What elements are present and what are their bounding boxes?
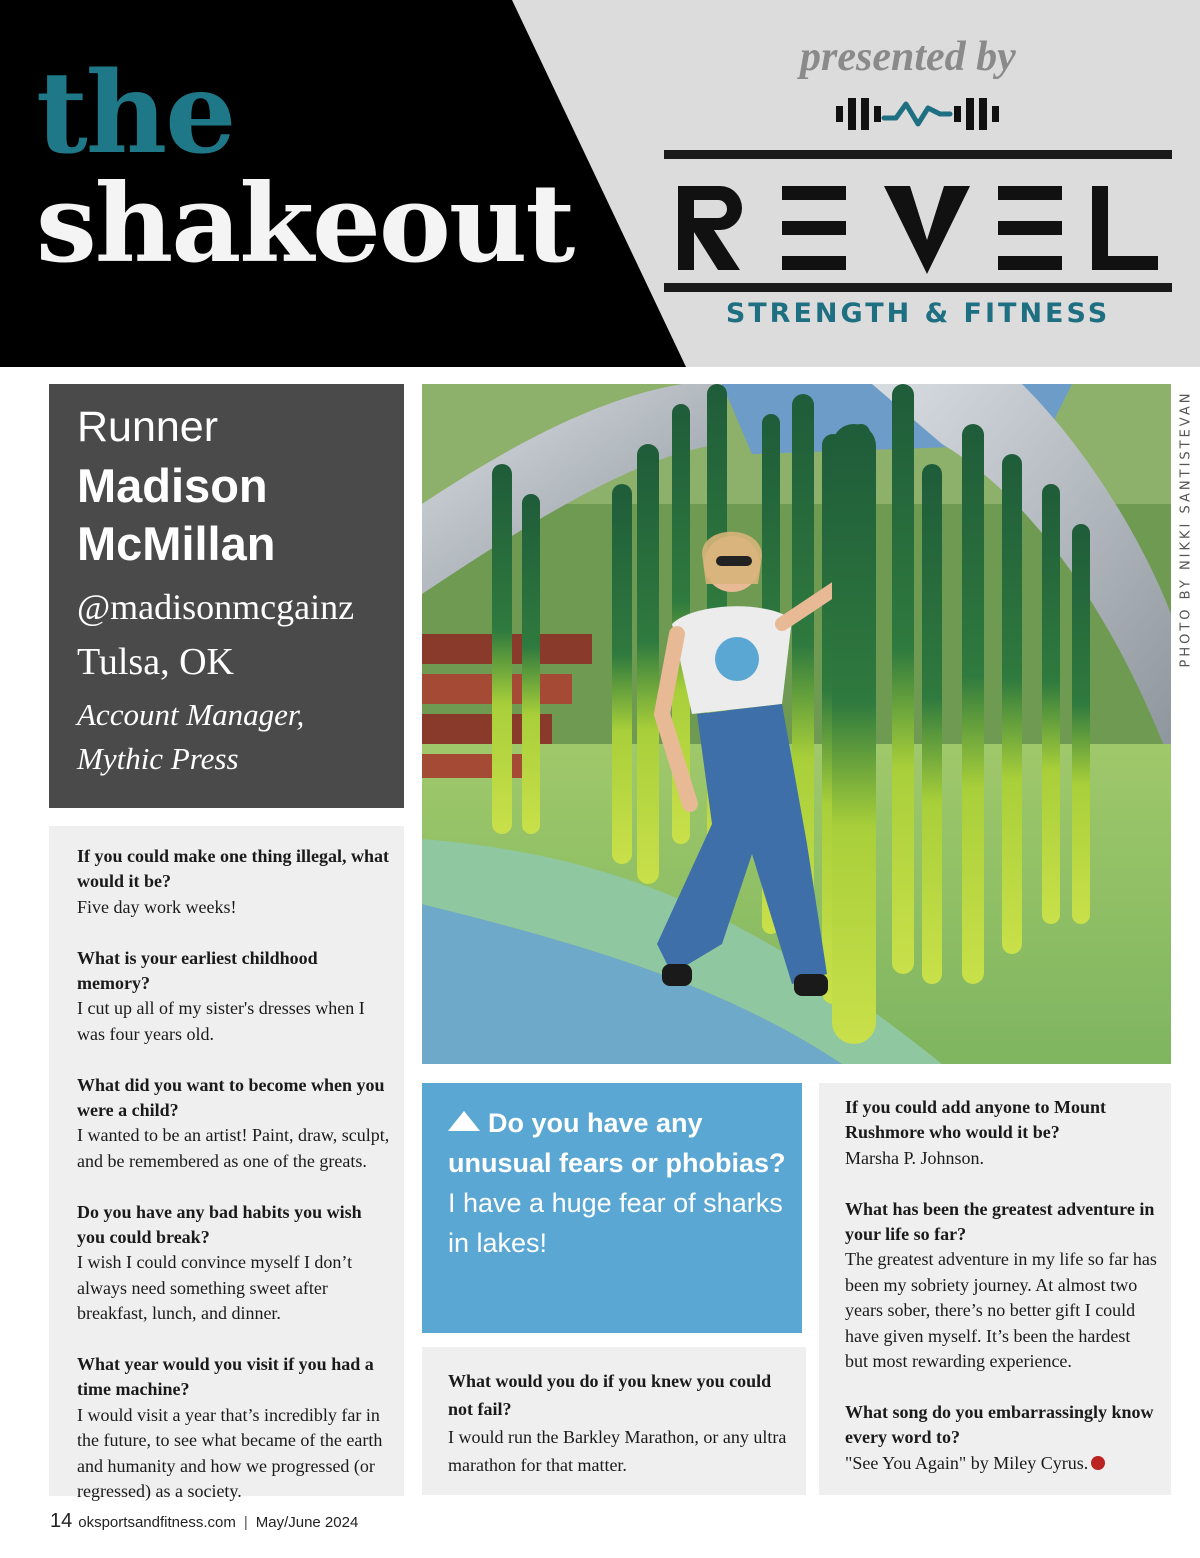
callout-answer: I have a huge fear of sharks in lakes! <box>448 1188 783 1258</box>
page-footer <box>50 1511 358 1533</box>
photo-credit <box>1172 384 1200 674</box>
qa-item <box>77 844 394 920</box>
profile-job-title: Account Manager, <box>77 697 305 733</box>
qa-column-left <box>49 826 404 1502</box>
qa-answer: I would visit a year that’s incredibly far in the future, to see what became of the earth and humanity and how we progressed (or regressed) as a society. <box>77 1404 383 1502</box>
photo-credit-text: PHOTO BY NIKKI SANTISTEVAN <box>1178 390 1194 668</box>
revel-pulse-icon <box>834 96 1004 132</box>
end-of-story-icon <box>1091 1456 1105 1470</box>
profile-last-name: McMillan <box>77 517 276 571</box>
qa-question: If you could add anyone to Mount Rushmore who would it be? <box>845 1097 1107 1143</box>
qa-answer: I wish I could convince myself I don’t always need something sweet after breakfast, lunch, and dinner. <box>77 1252 353 1324</box>
profile-photo <box>422 384 1171 1064</box>
callout-question-text: Do you have any unusual fears or phobias? <box>448 1108 786 1178</box>
column-title-the: the <box>36 48 235 179</box>
profile-first-name: Madison <box>77 459 268 513</box>
qa-answer-text: "See You Again" by Miley Cyrus. <box>845 1452 1089 1473</box>
callout-question <box>448 1103 788 1183</box>
revel-top-rule <box>664 150 1172 159</box>
footer-issue: May/June 2024 <box>255 1514 359 1531</box>
profile-job <box>77 693 404 781</box>
qa-answer: I cut up all of my sister's dresses when I was four years old. <box>77 998 365 1044</box>
revel-tagline: STRENGTH & FITNESS <box>725 298 1111 329</box>
qa-question: What song do you embarrassingly know every word to? <box>845 1401 1154 1448</box>
qa-question: What would you do if you knew you could not fail? <box>448 1371 772 1419</box>
qa-answer: The greatest adventure in my life so far has been my sobriety journey. At almost two years sober, there’s no better gift I could have given myself. It’s been the hardest but most rewarding experience. <box>845 1249 1157 1372</box>
profile-handle: @madisonmcgainz <box>77 587 355 628</box>
qa-question: Do you have any bad habits you wish you could break? <box>77 1201 362 1248</box>
qa-item <box>77 946 394 1048</box>
qa-item <box>77 1352 394 1504</box>
qa-answer: I wanted to be an artist! Paint, draw, sculpt, and be remembered as one of the greats. <box>77 1125 390 1171</box>
footer-separator: | <box>243 1514 248 1531</box>
qa-item <box>845 1095 1157 1171</box>
profile-card <box>49 384 404 808</box>
featured-question-callout <box>422 1083 802 1333</box>
profile-employer: Mythic Press <box>77 741 239 777</box>
profile-name <box>77 457 404 573</box>
qa-answer: Five day work weeks! <box>77 896 237 917</box>
qa-item <box>77 1200 394 1327</box>
qa-question: What has been the greatest adventure in your life so far? <box>845 1198 1155 1245</box>
profile-city: Tulsa, OK <box>77 641 234 684</box>
qa-column-right <box>819 1083 1171 1495</box>
triangle-up-icon <box>448 1111 480 1131</box>
column-title-shakeout: shakeout <box>36 161 574 287</box>
qa-question: What year would you visit if you had a time machine? <box>77 1354 374 1400</box>
qa-item <box>845 1400 1157 1476</box>
playground-photo-illustration <box>422 384 1171 1064</box>
page-number: 14 <box>50 1510 73 1532</box>
qa-answer: I would run the Barkley Marathon, or any ultra marathon for that matter. <box>448 1427 787 1475</box>
qa-question: If you could make one thing illegal, what would it be? <box>77 846 390 892</box>
qa-question: What is your earliest childhood memory? <box>77 947 318 994</box>
qa-item <box>77 1073 394 1175</box>
header-banner <box>0 0 1200 367</box>
qa-answer: Marsha P. Johnson. <box>845 1147 985 1168</box>
qa-item <box>448 1367 788 1479</box>
qa-column-middle <box>422 1347 806 1495</box>
presented-by-text: presented by <box>800 34 1016 80</box>
qa-item <box>845 1197 1157 1375</box>
revel-bottom-rule <box>664 283 1172 292</box>
qa-answer <box>845 1451 1157 1476</box>
qa-question: What did you want to become when you were a child? <box>77 1074 385 1121</box>
profile-role: Runner <box>77 403 219 451</box>
footer-website: oksportsandfitness.com <box>78 1514 236 1531</box>
revel-wordmark <box>664 178 1172 278</box>
